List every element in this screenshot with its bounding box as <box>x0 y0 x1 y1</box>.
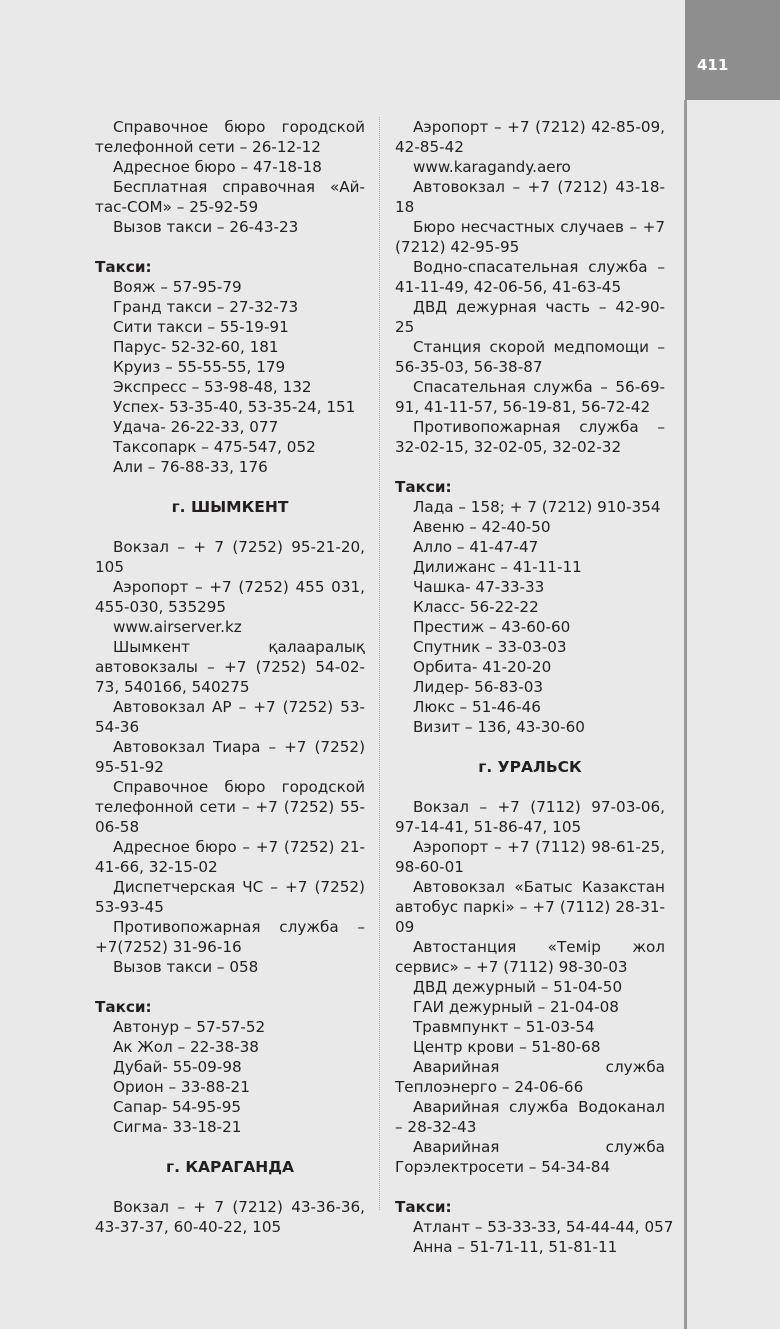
directory-entry: Адресное бюро – +7 (7252) 21-41-66, 32-15-02 <box>95 838 365 876</box>
directory-entry: ДВД дежурный – 51-04-50 <box>413 978 623 996</box>
directory-entry: Шымкент қалааралық автовокзалы – +7 (7252) 54-02-73, 540166, 540275 <box>95 638 365 696</box>
page-edge-bar <box>684 100 687 1329</box>
uralsk-entries <box>395 797 665 1177</box>
left-column <box>95 117 365 1237</box>
directory-entry: Адресное бюро – 47-18-18 <box>113 158 322 176</box>
taxi-item: Экспресс – 53-98-48, 132 <box>113 378 312 396</box>
website-link: www.airserver.kz <box>113 618 242 636</box>
directory-entry: Вокзал – + 7 (7212) 43-36-36, 43-37-37, 60-40-22, 105 <box>95 1198 365 1236</box>
taxi-item: Дилижанс – 41-11-11 <box>413 558 582 576</box>
taxi-item: Парус- 52-32-60, 181 <box>113 338 279 356</box>
directory-entry: Противопожарная служба – +7(7252) 31-96-16 <box>95 918 365 956</box>
taxi-list <box>95 1017 365 1137</box>
taxi-item: Орбита- 41-20-20 <box>413 658 552 676</box>
directory-entry: Аварийная служба Горэлектросети – 54-34-84 <box>395 1138 665 1176</box>
directory-entry: Вокзал – + 7 (7252) 95-21-20, 105 <box>95 538 365 576</box>
taxi-list <box>95 277 365 477</box>
taxi-item: Лидер- 56-83-03 <box>413 678 544 696</box>
taxi-list <box>395 1217 674 1257</box>
taxi-item: Класс- 56-22-22 <box>413 598 539 616</box>
taxi-item: Визит – 136, 43-30-60 <box>413 718 585 736</box>
directory-entry: ДВД дежурная часть – 42-90-25 <box>395 298 665 336</box>
city-heading-uralsk: г. УРАЛЬСК <box>478 758 582 776</box>
taxi-item: Успех- 53-35-40, 53-35-24, 151 <box>113 398 356 416</box>
website-link: www.karagandy.aero <box>413 158 571 176</box>
taxi-item: Алло – 41-47-47 <box>413 538 539 556</box>
taxi-item: Лада – 158; + 7 (7212) 910-354 <box>413 498 661 516</box>
shymkent-entries <box>95 537 365 977</box>
taxi-item: Вояж – 57-95-79 <box>113 278 242 296</box>
directory-entry: Диспетчерская ЧС – +7 (7252) 53-93-45 <box>95 878 365 916</box>
column-divider <box>379 117 380 1210</box>
taxi-item: Анна – 51-71-11, 51-81-11 <box>413 1238 618 1256</box>
directory-entry: Вызов такси – 26-43-23 <box>113 218 299 236</box>
taxi-item: Сапар- 54-95-95 <box>113 1098 242 1116</box>
directory-entry: Автовокзал «Батыс Казакстан автобус паркі» – +7 (7112) 28-31-09 <box>395 878 665 936</box>
taxi-heading: Такси: <box>395 478 452 496</box>
taxi-item: Таксопарк – 475-547, 052 <box>113 438 316 456</box>
directory-entry: ГАИ дежурный – 21-04-08 <box>413 998 619 1016</box>
directory-entry: Вызов такси – 058 <box>113 958 259 976</box>
taxi-item: Орион – 33-88-21 <box>113 1078 250 1096</box>
taxi-heading: Такси: <box>95 258 152 276</box>
directory-entry: Противопожарная служба – 32-02-15, 32-02-05, 32-02-32 <box>395 418 665 456</box>
directory-entry: Станция скорой медпомощи – 56-35-03, 56-38-87 <box>395 338 665 376</box>
taxi-item: Чашка- 47-33-33 <box>413 578 545 596</box>
directory-entry: Бюро несчастных случаев – +7 (7212) 42-95-95 <box>395 218 665 256</box>
directory-entry: Вокзал – +7 (7112) 97-03-06, 97-14-41, 51-86-47, 105 <box>395 798 665 836</box>
directory-entry: Аварийная служба Водоканал – 28-32-43 <box>395 1098 665 1136</box>
directory-entry: Бесплатная справочная «Айтас-СОМ» – 25-92-59 <box>95 178 365 216</box>
taxi-item: Автонур – 57-57-52 <box>113 1018 266 1036</box>
taxi-item: Авеню – 42-40-50 <box>413 518 551 536</box>
taxi-item: Круиз – 55-55-55, 179 <box>113 358 286 376</box>
directory-entry: Справочное бюро городской телефонной сети – 26-12-12 <box>95 118 365 156</box>
directory-entry: Водно-спасательная служба – 41-11-49, 42-06-56, 41-63-45 <box>395 258 665 296</box>
directory-entry: Аварийная служба Теплоэнерго – 24-06-66 <box>395 1058 665 1096</box>
page-number-tab <box>685 0 780 100</box>
taxi-list <box>395 497 665 737</box>
city-heading-karaganda: г. КАРАГАНДА <box>165 1158 295 1176</box>
directory-entry: Автовокзал – +7 (7212) 43-18-18 <box>395 178 665 216</box>
taxi-item: Дубай- 55-09-98 <box>113 1058 242 1076</box>
page-number: 411 <box>697 56 729 74</box>
directory-entry: Аэропорт – +7 (7112) 98-61-25, 98-60-01 <box>395 838 665 876</box>
taxi-item: Гранд такси – 27-32-73 <box>113 298 299 316</box>
taxi-item: Престиж – 43-60-60 <box>413 618 571 636</box>
taxi-heading: Такси: <box>95 998 152 1016</box>
directory-entry: Автовокзал АР – +7 (7252) 53-54-36 <box>95 698 365 736</box>
directory-entry: Автовокзал Тиара – +7 (7252) 95-51-92 <box>95 738 365 776</box>
directory-entry: Справочное бюро городской телефонной сети – +7 (7252) 55-06-58 <box>95 778 365 836</box>
taxi-item: Люкс – 51-46-46 <box>413 698 541 716</box>
directory-entry: Аэропорт – +7 (7212) 42-85-09, 42-85-42 <box>395 118 665 156</box>
taxi-item: Спутник – 33-03-03 <box>413 638 567 656</box>
directory-entry: Автостанция «Темір жол сервис» – +7 (7112) 98-30-03 <box>395 938 665 976</box>
right-column <box>395 117 674 1257</box>
city-heading-shymkent: г. ШЫМКЕНТ <box>171 498 289 516</box>
taxi-item: Али – 76-88-33, 176 <box>113 458 268 476</box>
directory-entry: Спасательная служба – 56-69-91, 41-11-57, 56-19-81, 56-72-42 <box>395 378 665 416</box>
karaganda-entries <box>95 1197 365 1237</box>
taxi-item: Сити такси – 55-19-91 <box>113 318 289 336</box>
directory-entry: Аэропорт – +7 (7252) 455 031, 455-030, 535295 <box>95 578 365 616</box>
taxi-heading: Такси: <box>395 1198 452 1216</box>
intro-entries <box>95 117 365 237</box>
taxi-item: Сигма- 33-18-21 <box>113 1118 242 1136</box>
directory-entry: Центр крови – 51-80-68 <box>413 1038 601 1056</box>
taxi-item: Ак Жол – 22-38-38 <box>113 1038 259 1056</box>
karaganda-entries-continued <box>395 117 665 457</box>
directory-entry: Травмпункт – 51-03-54 <box>413 1018 595 1036</box>
taxi-item: Атлант – 53-33-33, 54-44-44, 057 <box>413 1218 674 1236</box>
taxi-item: Удача- 26-22-33, 077 <box>113 418 279 436</box>
